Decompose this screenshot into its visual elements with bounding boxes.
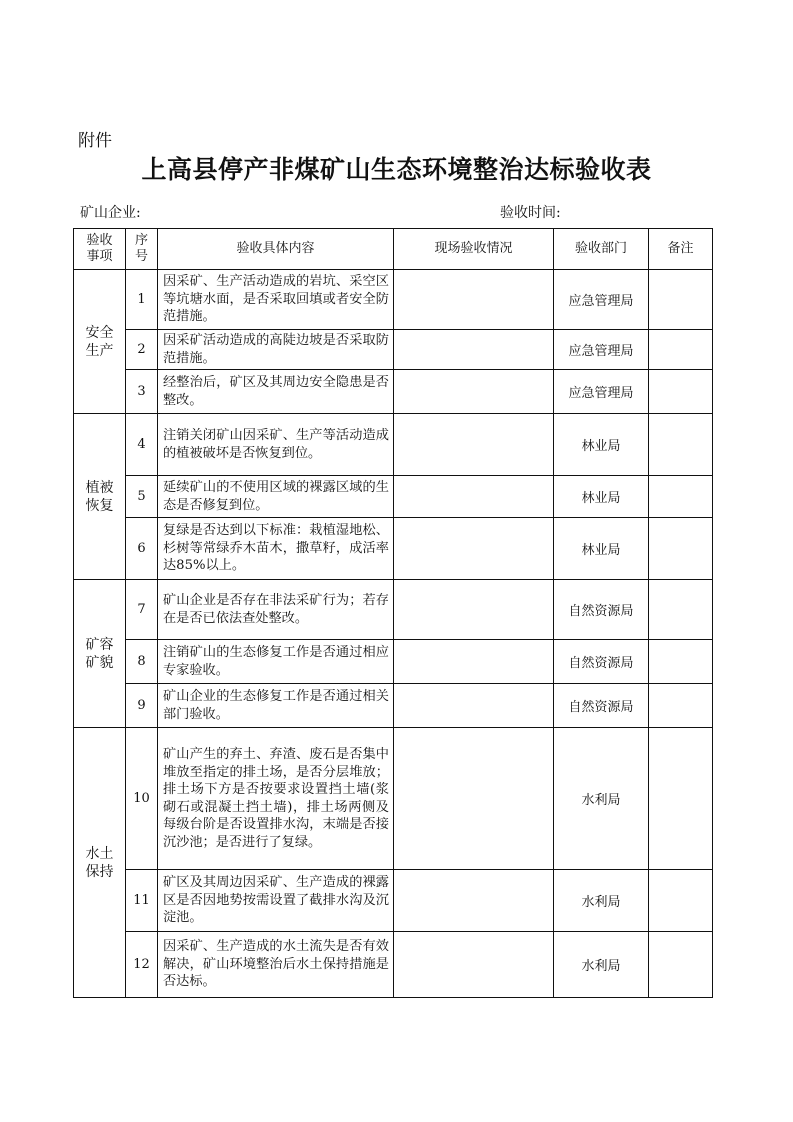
row-content: 注销关闭矿山因采矿、生产等活动造成的植被破坏是否恢复到位。	[158, 414, 394, 476]
row-content: 经整治后，矿区及其周边安全隐患是否整改。	[158, 370, 394, 414]
column-header-number: 序号	[126, 229, 158, 270]
acceptance-table	[73, 228, 713, 998]
company-label: 矿山企业:	[80, 205, 141, 221]
category-cell: 植被恢复	[74, 414, 126, 580]
table-row	[74, 640, 713, 684]
onsite-cell[interactable]	[394, 728, 554, 870]
row-department: 应急管理局	[554, 270, 649, 330]
onsite-cell[interactable]	[394, 640, 554, 684]
row-content: 因采矿、生产活动造成的岩坑、采空区等坑塘水面，是否采取回填或者安全防范措施。	[158, 270, 394, 330]
column-header-remark: 备注	[649, 229, 713, 270]
onsite-cell[interactable]	[394, 870, 554, 932]
remark-cell[interactable]	[649, 932, 713, 998]
category-cell: 安全生产	[74, 270, 126, 414]
row-department: 自然资源局	[554, 580, 649, 640]
row-content: 延续矿山的不使用区域的裸露区域的生态是否修复到位。	[158, 476, 394, 518]
onsite-cell[interactable]	[394, 932, 554, 998]
row-content: 矿山企业是否存在非法采矿行为；若存在是否已依法查处整改。	[158, 580, 394, 640]
table-row	[74, 932, 713, 998]
table-row	[74, 270, 713, 330]
remark-cell[interactable]	[649, 640, 713, 684]
table-row	[74, 684, 713, 728]
table-row	[74, 728, 713, 870]
column-header-onsite: 现场验收情况	[394, 229, 554, 270]
onsite-cell[interactable]	[394, 414, 554, 476]
row-number: 4	[126, 414, 158, 476]
row-number: 7	[126, 580, 158, 640]
row-department: 水利局	[554, 932, 649, 998]
row-number: 9	[126, 684, 158, 728]
row-content: 注销矿山的生态修复工作是否通过相应专家验收。	[158, 640, 394, 684]
row-content: 复绿是否达到以下标准：栽植湿地松、杉树等常绿乔木苗木，撒草籽，成活率达85%以上。	[158, 518, 394, 580]
row-content: 因采矿、生产造成的水土流失是否有效解决，矿山环境整治后水土保持措施是否达标。	[158, 932, 394, 998]
row-department: 水利局	[554, 870, 649, 932]
table-row	[74, 476, 713, 518]
category-cell: 水土保持	[74, 728, 126, 998]
row-number: 8	[126, 640, 158, 684]
row-content: 因采矿活动造成的高陡边坡是否采取防范措施。	[158, 330, 394, 370]
row-number: 12	[126, 932, 158, 998]
remark-cell[interactable]	[649, 476, 713, 518]
row-number: 10	[126, 728, 158, 870]
onsite-cell[interactable]	[394, 476, 554, 518]
row-department: 应急管理局	[554, 370, 649, 414]
table-row	[74, 518, 713, 580]
row-number: 1	[126, 270, 158, 330]
row-content: 矿区及其周边因采矿、生产造成的裸露区是否因地势按需设置了截排水沟及沉淀池。	[158, 870, 394, 932]
category-cell: 矿容矿貌	[74, 580, 126, 728]
row-department: 自然资源局	[554, 640, 649, 684]
row-content: 矿山企业的生态修复工作是否通过相关部门验收。	[158, 684, 394, 728]
onsite-cell[interactable]	[394, 684, 554, 728]
remark-cell[interactable]	[649, 684, 713, 728]
row-number: 6	[126, 518, 158, 580]
remark-cell[interactable]	[649, 270, 713, 330]
row-department: 林业局	[554, 476, 649, 518]
table-row	[74, 370, 713, 414]
remark-cell[interactable]	[649, 370, 713, 414]
table-header-row	[74, 229, 713, 270]
remark-cell[interactable]	[649, 414, 713, 476]
onsite-cell[interactable]	[394, 518, 554, 580]
row-content: 矿山产生的弃土、弃渣、废石是否集中堆放至指定的排土场，是否分层堆放；排土场下方是否按要求设置挡土墙(浆砌石或混凝土挡土墙)，排土场两侧及每级台阶是否设置排水沟，末端是否接沉沙池；是否进行了复绿。	[158, 728, 394, 870]
page-title: 上高县停产非煤矿山生态环境整治达标验收表	[141, 155, 652, 184]
row-department: 自然资源局	[554, 684, 649, 728]
table-row	[74, 330, 713, 370]
row-department: 林业局	[554, 518, 649, 580]
row-number: 11	[126, 870, 158, 932]
attachment-label: 附件	[78, 131, 112, 151]
row-number: 5	[126, 476, 158, 518]
column-header-content: 验收具体内容	[158, 229, 394, 270]
table-row	[74, 414, 713, 476]
onsite-cell[interactable]	[394, 270, 554, 330]
remark-cell[interactable]	[649, 728, 713, 870]
onsite-cell[interactable]	[394, 330, 554, 370]
row-number: 2	[126, 330, 158, 370]
onsite-cell[interactable]	[394, 370, 554, 414]
column-header-category: 验收事项	[74, 229, 126, 270]
remark-cell[interactable]	[649, 870, 713, 932]
row-number: 3	[126, 370, 158, 414]
row-department: 水利局	[554, 728, 649, 870]
column-header-department: 验收部门	[554, 229, 649, 270]
remark-cell[interactable]	[649, 330, 713, 370]
table-row	[74, 580, 713, 640]
onsite-cell[interactable]	[394, 580, 554, 640]
row-department: 应急管理局	[554, 330, 649, 370]
remark-cell[interactable]	[649, 518, 713, 580]
time-label: 验收时间:	[500, 205, 561, 221]
remark-cell[interactable]	[649, 580, 713, 640]
row-department: 林业局	[554, 414, 649, 476]
table-row	[74, 870, 713, 932]
